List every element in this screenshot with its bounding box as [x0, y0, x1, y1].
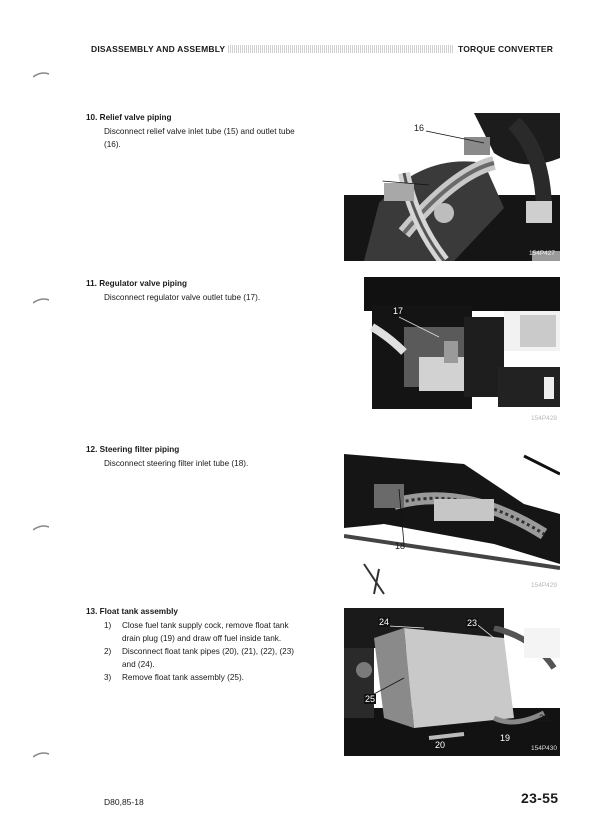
subitem-number: 1) — [104, 621, 112, 630]
page-number: 23-55 — [521, 790, 559, 806]
callout-16: 16 — [414, 123, 425, 133]
callout-15: 15 — [373, 175, 384, 185]
step-13-title: 13. Float tank assembly — [86, 607, 178, 616]
step-13-subitem-3 — [104, 671, 326, 684]
step-13-subitem-2 — [104, 645, 326, 671]
subitem-number: 2) — [104, 647, 112, 656]
photo-steering-filter — [344, 444, 560, 596]
callout-23: 23 — [467, 618, 478, 628]
photo-code-154P428: 154P428 — [531, 415, 558, 422]
section-title: DISASSEMBLY AND ASSEMBLY — [91, 44, 226, 54]
binder-mark-icon — [33, 525, 49, 531]
step-12-title: 12. Steering filter piping — [86, 445, 180, 454]
callout-17: 17 — [393, 306, 404, 316]
subitem-line: drain plug (19) and draw off fuel inside tank. — [122, 634, 282, 643]
callout-22: 22 — [493, 618, 504, 628]
callout-19: 19 — [500, 733, 511, 743]
callout-24: 24 — [379, 617, 390, 627]
step-12-line-1: Disconnect steering filter inlet tube (18). — [104, 459, 249, 468]
binder-mark-icon — [33, 752, 49, 758]
subitem-line: Disconnect float tank pipes (20), (21), (22), (23) — [122, 647, 295, 656]
header-rule — [228, 45, 454, 53]
callout-20: 20 — [435, 740, 446, 750]
step-10-line-2: (16). — [104, 140, 121, 149]
callout-21: 21 — [539, 713, 550, 723]
step-10-line-1: Disconnect relief valve inlet tube (15) and outlet tube — [104, 127, 295, 136]
step-10-title: 10. Relief valve piping — [86, 113, 172, 122]
subitem-line: Close fuel tank supply cock, remove float tank — [122, 621, 289, 630]
callout-18: 18 — [395, 541, 406, 551]
photo-code-154P429: 154P429 — [531, 582, 558, 589]
callout-25: 25 — [365, 694, 376, 704]
photo-relief-valve — [344, 113, 560, 261]
model-number: D80,85-18 — [104, 797, 144, 807]
chapter-title: TORQUE CONVERTER — [458, 44, 554, 54]
binder-mark-icon — [33, 298, 49, 304]
subitem-line: Remove float tank assembly (25). — [122, 673, 244, 682]
photo-regulator-valve — [344, 277, 560, 429]
step-11-line-1: Disconnect regulator valve outlet tube (17). — [104, 293, 261, 302]
photo-code-154P427: 154P427 — [529, 250, 556, 257]
binder-mark-icon — [33, 72, 49, 78]
subitem-number: 3) — [104, 673, 112, 682]
step-11-title: 11. Regulator valve piping — [86, 279, 188, 288]
photo-code-154P430: 154P430 — [531, 745, 558, 752]
photo-float-tank — [344, 608, 560, 756]
step-13-subitem-1 — [104, 619, 326, 645]
subitem-line: and (24). — [122, 660, 155, 669]
